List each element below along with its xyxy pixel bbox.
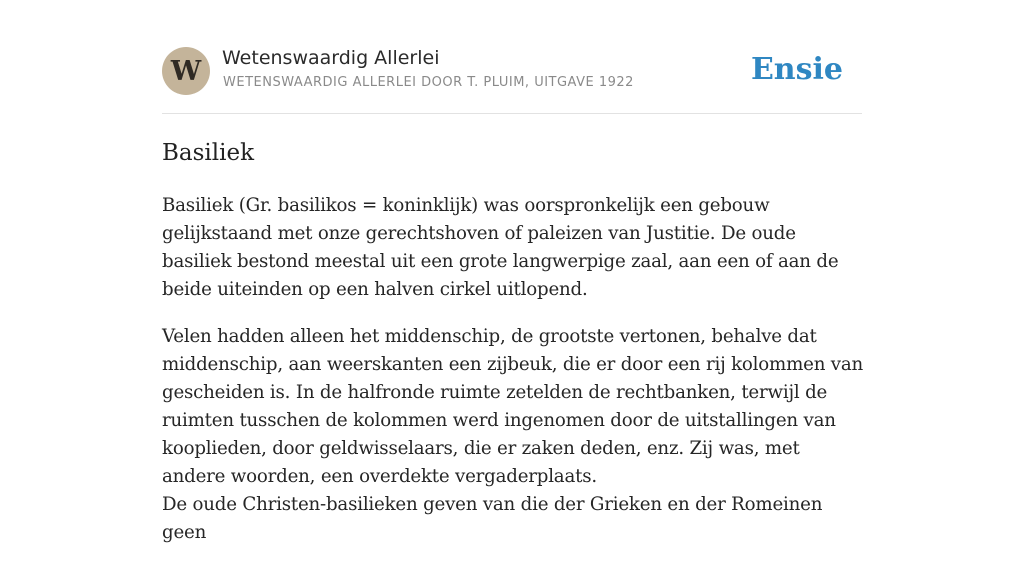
header-divider: [162, 113, 862, 114]
source-header: [162, 47, 862, 95]
article-paragraph: De oude Christen-basilieken geven van die der Grieken en der Romeinen geen: [162, 494, 823, 543]
source-title-link[interactable]: Wetenswaardig Allerlei: [222, 47, 440, 69]
source-subtitle: WETENSWAARDIG ALLERLEI DOOR T. PLUIM, UITGAVE 1922: [223, 75, 634, 90]
article: [162, 138, 868, 566]
ensie-logo[interactable]: Ensie: [750, 52, 843, 87]
article-paragraph: Velen hadden alleen het middenschip, de grootste vertonen, behalve dat middenschip, aan weerskanten een zijbeuk, die er door een rij kolommen van gescheiden is. In de halfronde ruimte zetelden de rechtbanken, terwijl de ruimten tusschen de kolommen werd ingenomen door de uitstallingen van kooplieden, door geldwisselaars, die er zaken deden, enz. Zij was, met andere woorden, een overdekte vergaderplaats.: [162, 326, 864, 487]
article-title: Basiliek: [162, 140, 255, 166]
article-paragraph: Basiliek (Gr. basilikos = koninklijk) was oorspronkelijk een gebouw gelijkstaand met onze gerechtshoven of paleizen van Justitie. De oude basiliek bestond meestal uit een grote langwerpige zaal, aan een of aan de beide uiteinden op een halven cirkel uitlopend.: [162, 195, 839, 300]
source-avatar[interactable]: W: [162, 47, 210, 95]
